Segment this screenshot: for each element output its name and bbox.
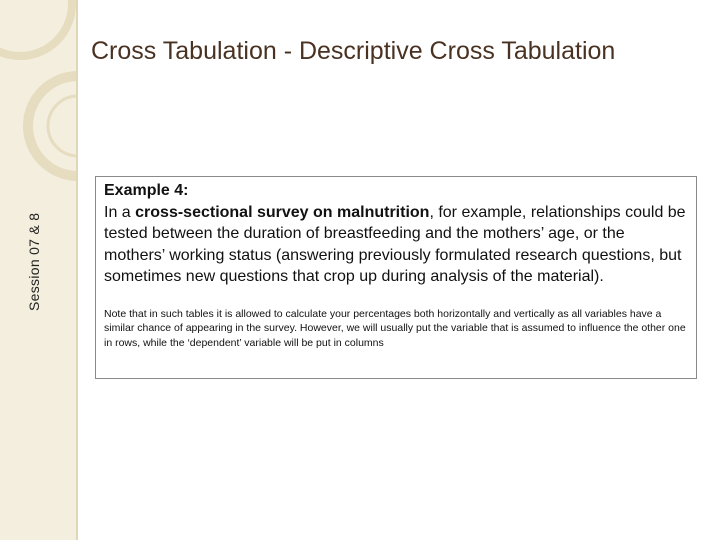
example-box: [95, 176, 697, 379]
example-body: [104, 202, 688, 288]
slide-title: Cross Tabulation - Descriptive Cross Tabulation: [91, 37, 616, 65]
example-rest: , for example, relationships could be tested between the duration of breastfeeding and the mothers’ age, or the mothers’ working status (answering previously formulated research questions, but sometimes new questions that crop up during analysis of the material).: [104, 203, 686, 285]
example-heading: Example 4:: [104, 182, 189, 199]
example-highlight: cross-sectional survey on malnutrition: [135, 203, 430, 221]
example-intro: In a: [104, 203, 136, 221]
decorative-rings-icon: [0, 0, 78, 200]
sidebar: [0, 0, 78, 540]
example-note: Note that in such tables it is allowed to calculate your percentages both horizontally and vertically as all variables have a similar chance of appearing in the survey. However, we will usually put the variable that is assumed to influence the other one in rows, while the ‘dependent’ variable will be put in columns: [104, 307, 686, 349]
session-label: Session 07 & 8: [26, 212, 42, 311]
